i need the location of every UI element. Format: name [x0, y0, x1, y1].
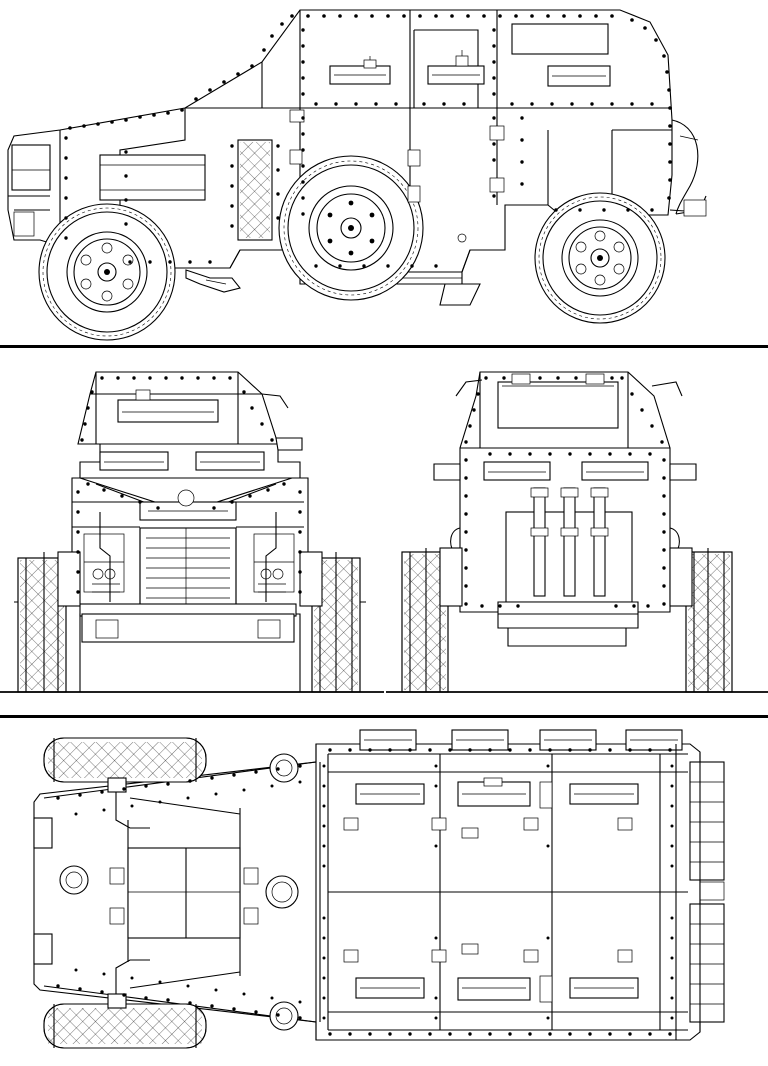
side-upper-panel — [512, 24, 608, 54]
side-middle-wheel — [279, 156, 423, 300]
side-view — [0, 0, 768, 345]
front-vision-slot-right — [196, 452, 264, 470]
rear-view — [386, 352, 768, 714]
rear-door-window — [498, 382, 618, 428]
rear-view-wheel-right — [686, 552, 732, 692]
radiator-armour — [12, 145, 50, 190]
rear-vision-slot-left — [484, 462, 550, 480]
plan-view — [0, 722, 768, 1066]
rear-stowage-straps — [531, 488, 608, 596]
bonnet-panel — [100, 155, 205, 200]
plan-spare-wheel-front-left — [44, 738, 206, 782]
divider-rule-2 — [0, 715, 768, 718]
plan-spare-wheel-front-right — [44, 1004, 206, 1048]
front-view — [0, 352, 384, 714]
front-mudguard-left — [58, 552, 80, 606]
rear-step — [440, 284, 480, 305]
side-vision-hatch-3 — [548, 66, 610, 86]
rear-vision-slot-right — [582, 462, 648, 480]
divider-rule-1 — [0, 345, 768, 348]
front-vision-slot-left — [100, 452, 168, 470]
front-upper-hatch — [118, 400, 218, 422]
rear-mudguard-left — [440, 548, 462, 606]
front-mudguard-right — [300, 552, 322, 606]
plan-fuel-cap — [266, 876, 298, 908]
side-front-wheel — [39, 204, 175, 340]
side-rear-wheel — [535, 193, 665, 323]
bonnet-top-panel — [128, 848, 240, 938]
rear-mudguard-right — [670, 548, 692, 606]
